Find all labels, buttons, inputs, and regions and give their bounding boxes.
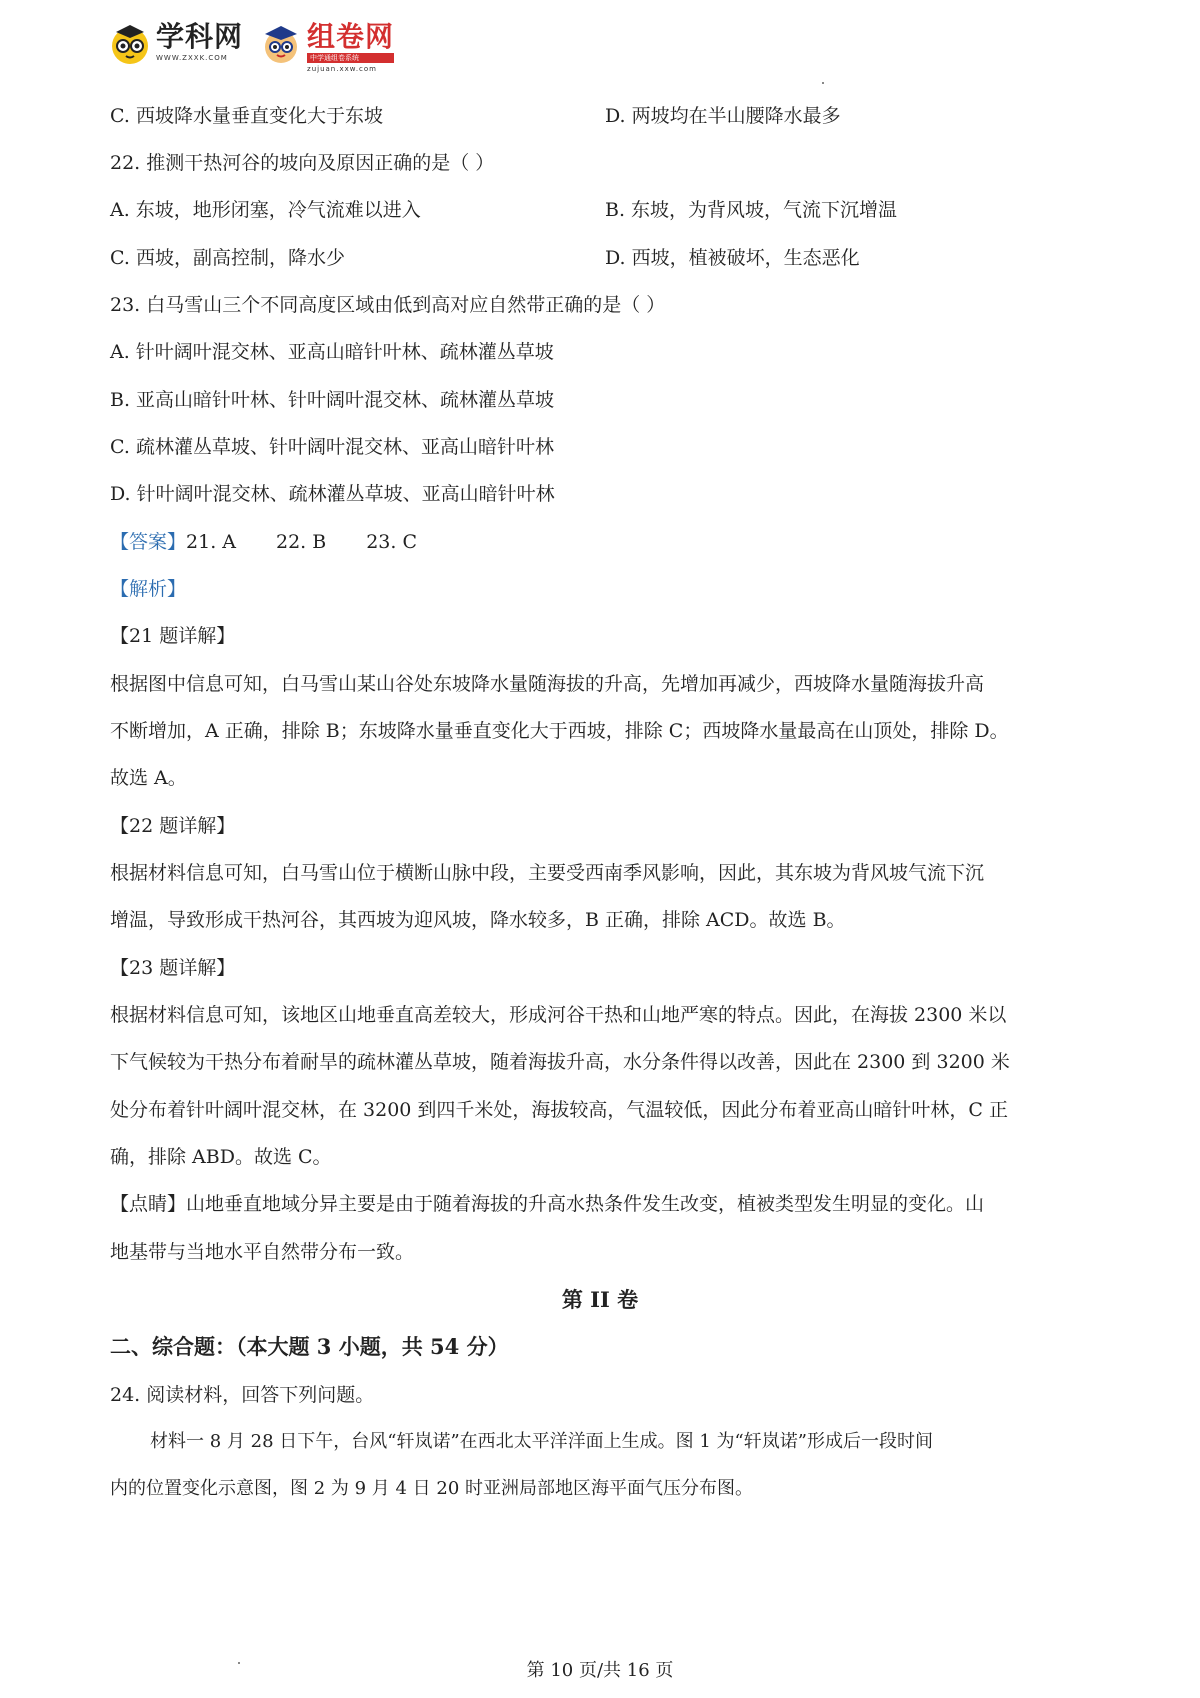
zjw-logo-title: 组卷网 bbox=[307, 20, 395, 53]
q21-option-c: C. 西坡降水量垂直变化大于东坡 bbox=[110, 105, 383, 127]
q22-option-a: A. 东坡，地形闭塞，冷气流难以进入 bbox=[110, 199, 421, 221]
detail-23-line-3: 处分布着针叶阔叶混交林，在 3200 到四千米处，海拔较高，气温较低，因此分布着亚高山暗针叶林，C 正 bbox=[110, 1099, 1009, 1121]
header-logos bbox=[108, 22, 394, 72]
q23-option-b: B. 亚高山暗针叶林、针叶阔叶混交林、疏林灌丛草坡 bbox=[110, 389, 555, 411]
detail-22-title: 【22 题详解】 bbox=[110, 815, 236, 837]
student-mascot-icon bbox=[259, 22, 303, 66]
zjw-logo[interactable] bbox=[259, 22, 394, 73]
detail-22-line-1: 根据材料信息可知，白马雪山位于横断山脉中段，主要受西南季风影响，因此，其东坡为背风坡气流下沉 bbox=[110, 862, 985, 884]
answer-23: 23. C bbox=[366, 531, 418, 553]
xkw-logo-url: WWW.ZXXK.COM bbox=[156, 54, 228, 62]
material-line-1: 材料一 8 月 28 日下午，台风“轩岚诺”在西北太平洋洋面上生成。图 1 为“轩岚诺”形成后一段时间 bbox=[150, 1431, 933, 1452]
owl-mascot-icon bbox=[108, 22, 152, 66]
q22-stem: 22. 推测干热河谷的坡向及原因正确的是（ ） bbox=[110, 152, 495, 174]
detail-23-line-1: 根据材料信息可知，该地区山地垂直高差较大，形成河谷干热和山地严寒的特点。因此，在海拔 2300 米以 bbox=[110, 1004, 1007, 1026]
q23-stem: 23. 白马雪山三个不同高度区域由低到高对应自然带正确的是（ ） bbox=[110, 294, 666, 316]
tip-line-1 bbox=[110, 1192, 984, 1216]
detail-21-line-1: 根据图中信息可知，白马雪山某山谷处东坡降水量随海拔的升高，先增加再减少，西坡降水量随海拔升高 bbox=[110, 673, 985, 695]
tip-text-1: 山地垂直地域分异主要是由于随着海拔的升高水热条件发生改变，植被类型发生明显的变化。山 bbox=[186, 1193, 985, 1215]
q22-option-b: B. 东坡，为背风坡，气流下沉增温 bbox=[605, 199, 898, 221]
xkw-logo-title: 学科网 bbox=[156, 20, 244, 53]
answer-22: 22. B bbox=[276, 531, 327, 553]
tip-line-2: 地基带与当地水平自然带分布一致。 bbox=[110, 1241, 415, 1263]
detail-23-title: 【23 题详解】 bbox=[110, 957, 236, 979]
detail-21-line-3: 故选 A。 bbox=[110, 767, 187, 789]
answer-label: 【答案】 bbox=[110, 531, 187, 553]
xkw-logo[interactable] bbox=[108, 22, 243, 66]
analysis-label: 【解析】 bbox=[110, 578, 187, 600]
q23-option-a: A. 针叶阔叶混交林、亚高山暗针叶林、疏林灌丛草坡 bbox=[110, 341, 554, 363]
detail-23-line-2: 下气候较为干热分布着耐旱的疏林灌丛草坡，随着海拔升高，水分条件得以改善，因此在 2300 到 3200 米 bbox=[110, 1051, 1010, 1073]
q22-option-d: D. 西坡，植被破坏，生态恶化 bbox=[605, 247, 860, 269]
page-footer: 第 10 页/共 16 页 bbox=[526, 1660, 674, 1681]
scan-speck bbox=[822, 82, 824, 84]
q23-option-d: D. 针叶阔叶混交林、疏林灌丛草坡、亚高山暗针叶林 bbox=[110, 483, 555, 505]
q24-stem: 24. 阅读材料，回答下列问题。 bbox=[110, 1384, 375, 1406]
answer-line bbox=[110, 530, 417, 554]
tip-label: 【点睛】 bbox=[110, 1193, 187, 1215]
detail-21-line-2: 不断增加，A 正确，排除 B；东坡降水量垂直变化大于西坡，排除 C；西坡降水量最高在山顶处，排除 D。 bbox=[110, 720, 1009, 742]
detail-23-line-4: 确，排除 ABD。故选 C。 bbox=[110, 1146, 332, 1168]
detail-22-line-2: 增温，导致形成干热河谷，其西坡为迎风坡，降水较多，B 正确，排除 ACD。故选 B。 bbox=[110, 909, 846, 931]
q21-option-d: D. 两坡均在半山腰降水最多 bbox=[605, 105, 841, 127]
material-line-2: 内的位置变化示意图，图 2 为 9 月 4 日 20 时亚洲局部地区海平面气压分布图。 bbox=[110, 1478, 754, 1499]
q23-option-c: C. 疏林灌丛草坡、针叶阔叶混交林、亚高山暗针叶林 bbox=[110, 436, 554, 458]
zjw-logo-url: zujuan.xxw.com bbox=[307, 65, 378, 73]
answer-21: 21. A bbox=[186, 531, 236, 553]
zjw-logo-subtitle: 中学通组卷系统 bbox=[307, 53, 394, 63]
section-title: 二、综合题：（本大题 3 小题，共 54 分） bbox=[110, 1334, 509, 1359]
detail-21-title: 【21 题详解】 bbox=[110, 625, 236, 647]
q22-option-c: C. 西坡，副高控制，降水少 bbox=[110, 247, 345, 269]
volume-title: 第 II 卷 bbox=[561, 1287, 639, 1312]
